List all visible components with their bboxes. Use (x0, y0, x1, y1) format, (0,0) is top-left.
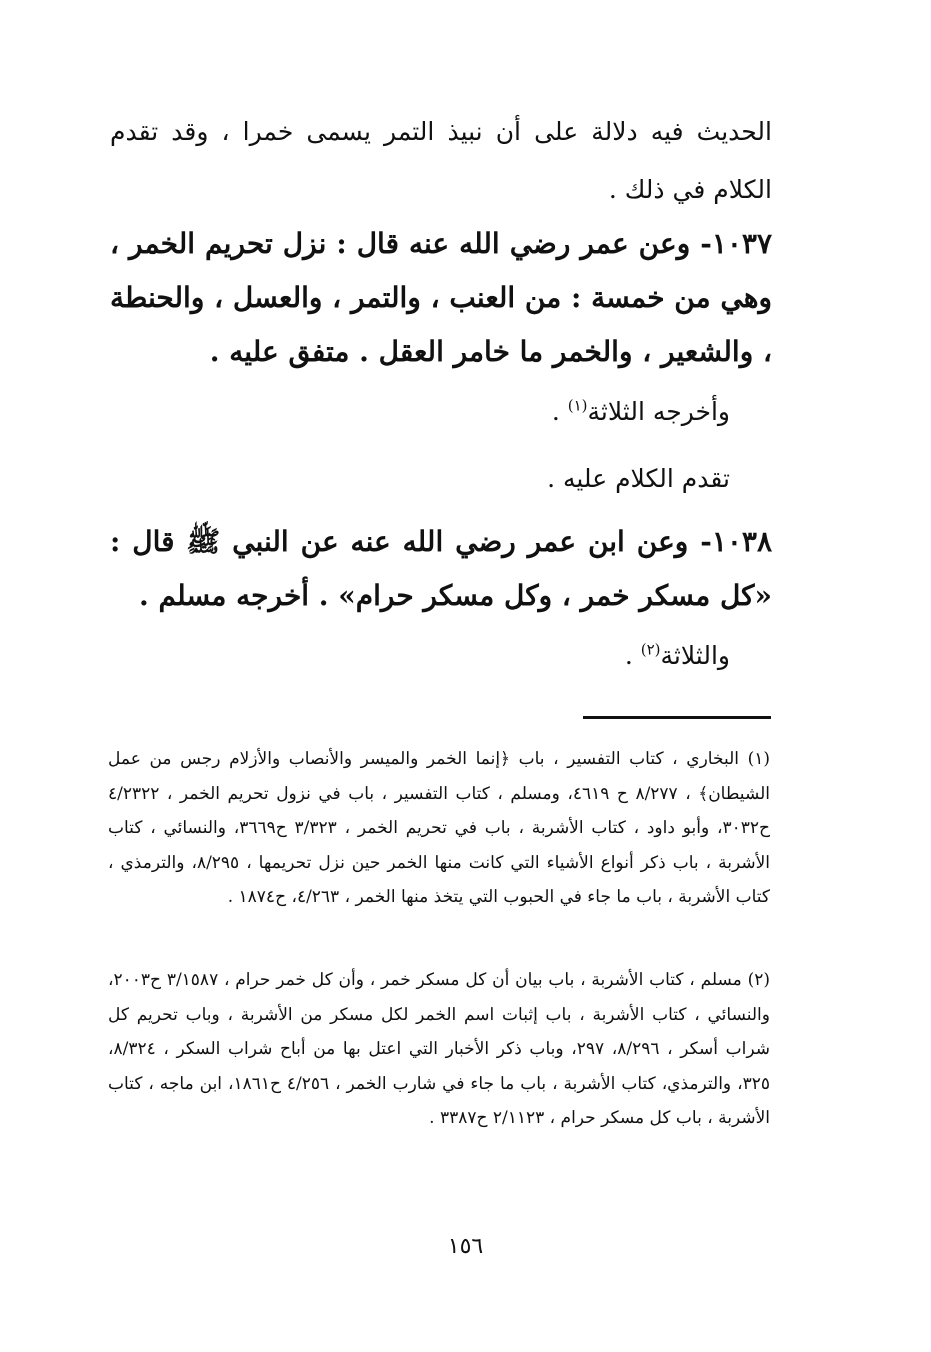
takhrij-1037-end: . (551, 397, 568, 426)
comment-1037-text: تقدم الكلام عليه . (547, 464, 730, 493)
hadith-1037-text: ١٠٣٧- وعن عمر رضي الله عنه قال : نزل تحريم الخمر ، وهي من خمسة : من العنب ، والتمر ، والعسل ، والحنطة ، والشعير ، والخمر ما خامر العقل . متفق عليه . (110, 227, 772, 368)
footnote-1 (108, 742, 770, 915)
footnote-ref-1[interactable]: (١) (567, 396, 588, 415)
footnote-1-text: (١) البخاري ، كتاب التفسير ، باب ﴿إنما الخمر والميسر والأنصاب والأزلام رجس من عمل الشيطان﴾ ، ٨/٢٧٧ ح ٤٦١٩، ومسلم ، كتاب التفسير ، باب في نزول تحريم الخمر ، ٤/٢٣٢٢ ح٣٠٣٢، وأبو داود ، كتاب الأشربة ، باب في تحريم الخمر ، ٣/٣٢٣ ح٣٦٦٩، والنسائي ، كتاب الأشربة ، باب ذكر أنواع الأشياء التي كانت منها الخمر حين نزل تحريمها ، ٨/٢٩٥، والترمذي ، كتاب الأشربة ، باب ما جاء في الحبوب التي يتخذ منها الخمر ، ٤/٢٦٣، ح١٨٧٤ . (108, 749, 771, 908)
hadith-1038-paragraph (110, 515, 772, 623)
hadith-1038-takhrij (110, 627, 730, 685)
intro-paragraph (110, 103, 772, 219)
hadith-1037-paragraph (110, 217, 772, 379)
hadith-1037-takhrij (110, 383, 730, 441)
takhrij-1037-text: وأخرجه الثلاثة (587, 397, 730, 426)
footnote-2-text: (٢) مسلم ، كتاب الأشربة ، باب بيان أن كل مسكر خمر ، وأن كل خمر حرام ، ٣/١٥٨٧ ح٢٠٠٣، والنسائي ، كتاب الأشربة ، باب إثبات اسم الخمر لكل مسكر من الأشربة ، وباب تحريم كل شراب أسكر ، ٨/٢٩٦، ٢٩٧، وباب ذكر الأخبار التي اعتل بها من أباح شراب السكر ، ٨/٣٢٤، ٣٢٥، والترمذي، كتاب الأشربة ، باب ما جاء في شارب الخمر ، ٤/٢٥٦ ح١٨٦١، ابن ماجه ، كتاب الأشربة ، باب كل مسكر حرام ، ٢/١١٢٣ ح٣٣٨٧ . (108, 970, 770, 1129)
takhrij-1038-end: . (624, 641, 641, 670)
footnote-2 (108, 963, 770, 1136)
hadith-1037-comment (110, 450, 730, 508)
footnote-ref-2[interactable]: (٢) (640, 640, 661, 659)
hadith-1038-text: ١٠٣٨- وعن ابن عمر رضي الله عنه عن النبي ﷺ قال : «كل مسكر خمر ، وكل مسكر حرام» . أخرجه مسلم . (110, 525, 772, 612)
takhrij-1038-text: والثلاثة (660, 641, 730, 670)
footnote-separator (583, 716, 771, 719)
page-number: ١٥٦ (447, 1234, 484, 1259)
intro-text: الحديث فيه دلالة على أن نبيذ التمر يسمى خمرا ، وقد تقدم الكلام في ذلك . (110, 117, 772, 204)
